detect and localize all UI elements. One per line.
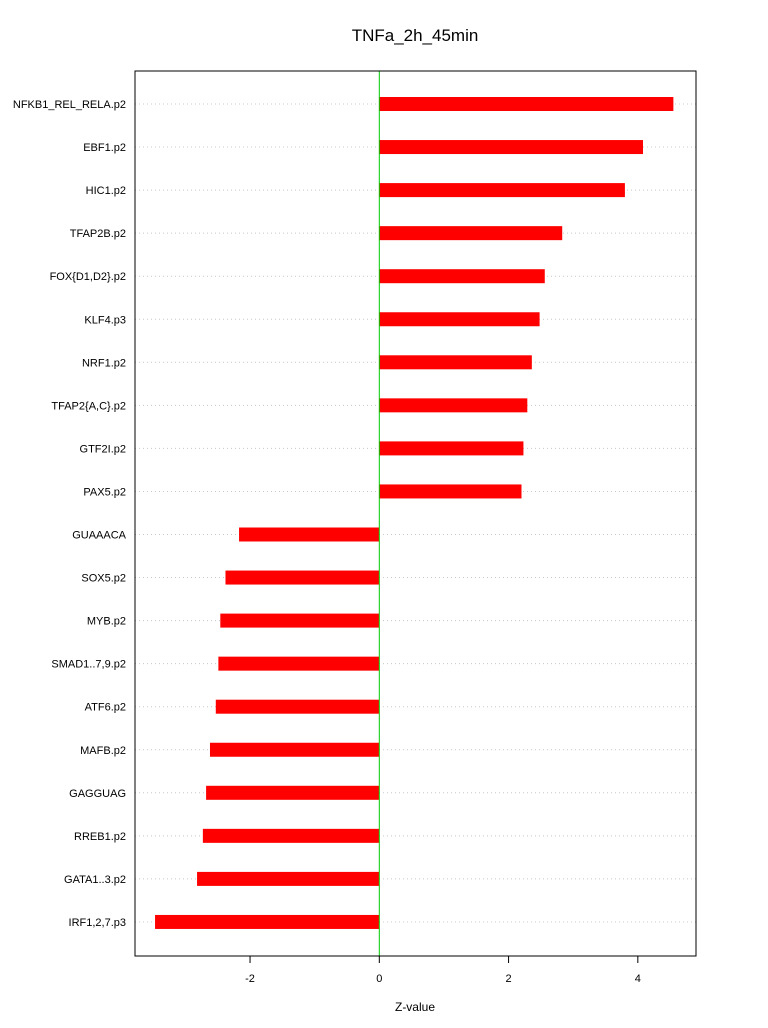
bars: [155, 97, 673, 929]
category-label: GUAAACA: [72, 529, 126, 542]
bar: [379, 226, 562, 240]
plot-frame: [135, 71, 696, 956]
category-label: TFAP2B.p2: [69, 228, 126, 241]
bar: [225, 571, 379, 585]
category-label: GATA1..3.p2: [64, 873, 126, 886]
bar: [218, 657, 379, 671]
bar: [379, 183, 625, 197]
category-label: ATF6.p2: [84, 701, 126, 714]
y-axis-labels: [13, 99, 127, 929]
category-label: EBF1.p2: [83, 142, 126, 155]
bar: [197, 872, 379, 886]
bar: [203, 829, 379, 843]
bar: [216, 700, 380, 714]
bar: [206, 786, 379, 800]
category-label: FOX{D1,D2}.p2: [49, 271, 126, 284]
bar: [379, 312, 539, 326]
category-label: MAFB.p2: [80, 744, 126, 757]
x-tick-label: -2: [245, 973, 255, 985]
chart-title: TNFa_2h_45min: [351, 26, 479, 45]
x-axis: [245, 956, 641, 985]
bar: [379, 484, 521, 498]
x-tick-label: 2: [505, 973, 512, 985]
category-label: PAX5.p2: [83, 486, 126, 499]
category-label: SOX5.p2: [81, 572, 126, 585]
category-label: GAGGUAG: [69, 787, 126, 800]
bar: [379, 441, 523, 455]
bar: [239, 528, 379, 542]
category-label: TFAP2{A,C}.p2: [51, 400, 126, 413]
x-axis-title: Z-value: [394, 1000, 436, 1014]
category-label: KLF4.p3: [84, 314, 126, 327]
bar: [155, 915, 379, 929]
category-label: NRF1.p2: [81, 357, 126, 370]
category-label: SMAD1..7,9.p2: [51, 658, 126, 671]
bar: [379, 269, 544, 283]
category-label: MYB.p2: [86, 615, 126, 628]
bar: [220, 614, 379, 628]
category-label: HIC1.p2: [85, 185, 126, 198]
bar: [379, 140, 643, 154]
x-tick-label: 4: [634, 973, 641, 985]
category-label: GTF2I.p2: [79, 443, 126, 456]
category-label: NFKB1_REL_RELA.p2: [12, 99, 126, 111]
x-tick-label: 0: [376, 973, 383, 985]
bar: [210, 743, 379, 757]
bar: [379, 97, 673, 111]
category-label: RREB1.p2: [74, 830, 126, 843]
bar: [379, 398, 527, 412]
category-label: IRF1,2,7.p3: [68, 916, 126, 929]
bar: [379, 355, 532, 369]
